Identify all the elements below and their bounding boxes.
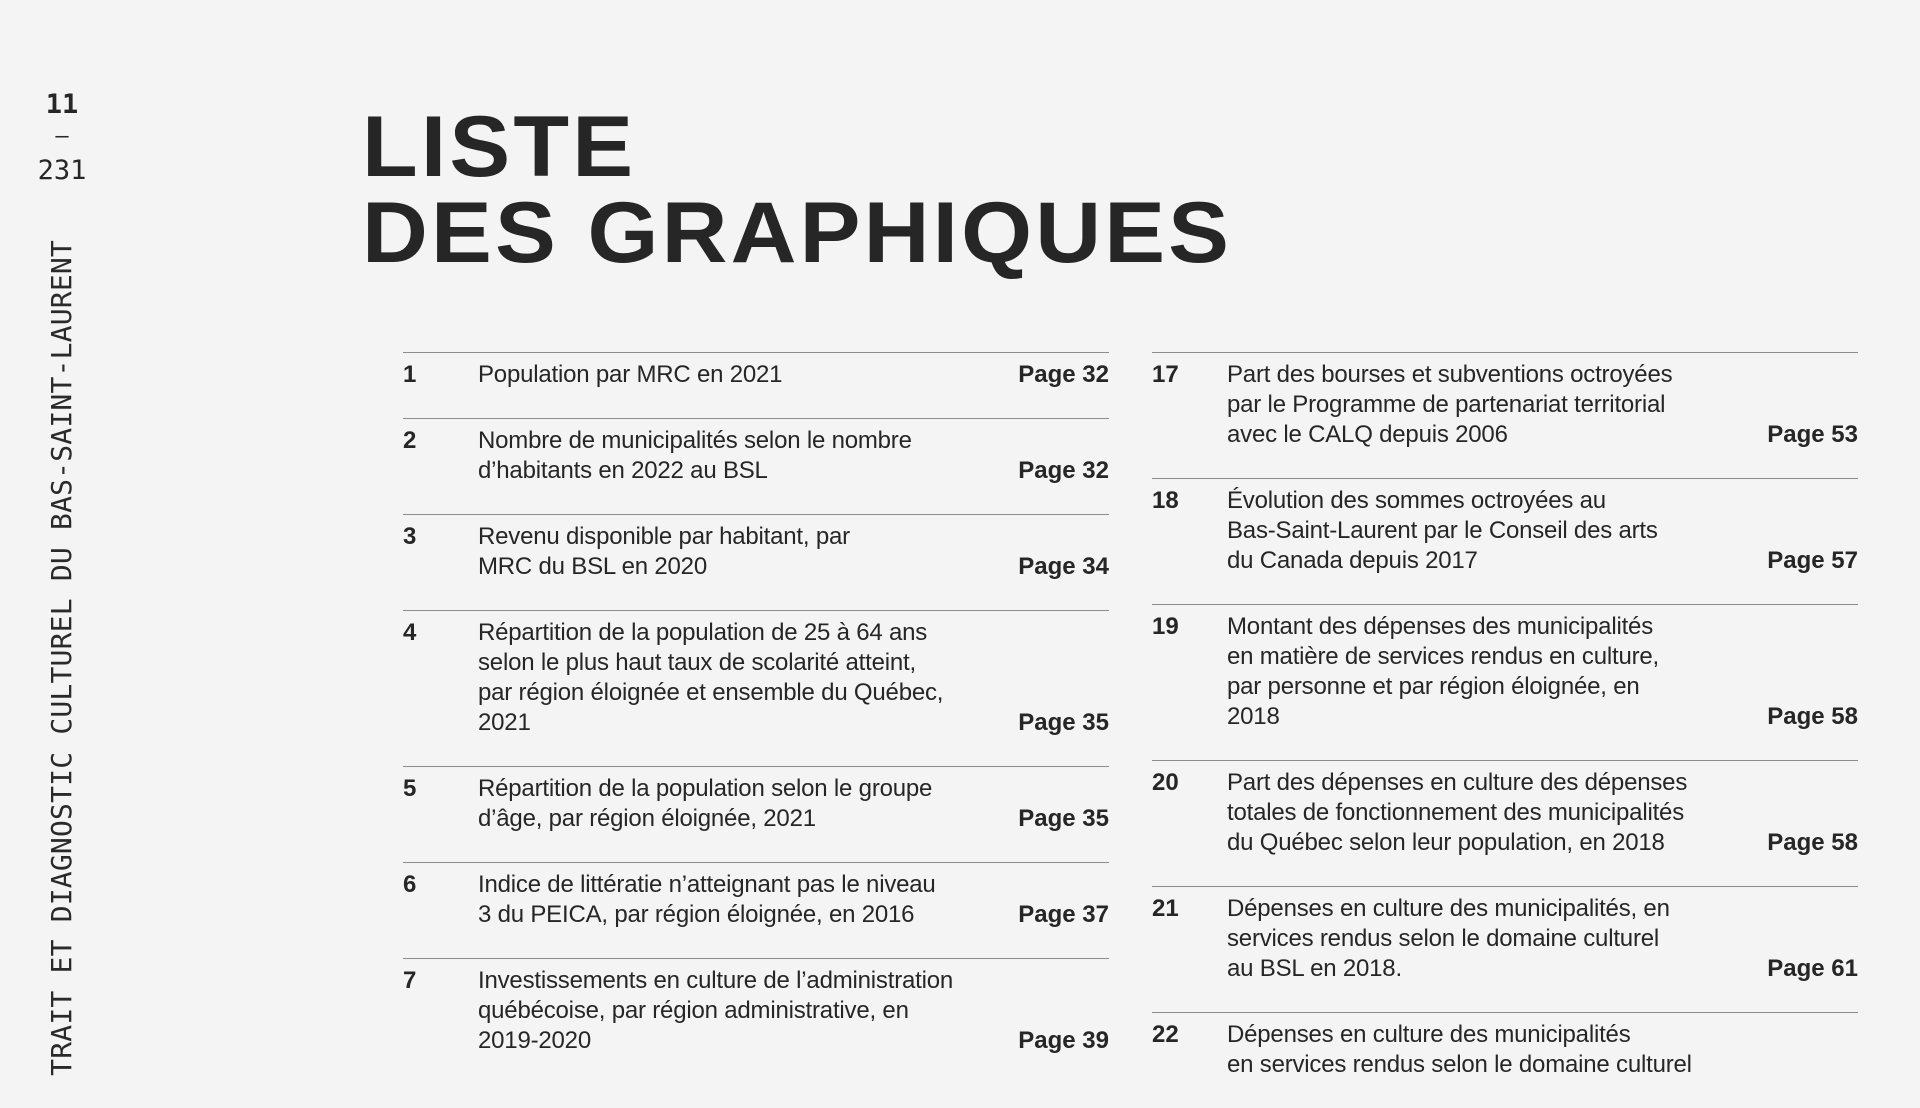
item-title bbox=[478, 522, 1008, 582]
list-item[interactable] bbox=[403, 418, 1109, 514]
item-number: 4 bbox=[403, 619, 417, 646]
list-item[interactable] bbox=[1152, 760, 1858, 886]
item-number: 3 bbox=[403, 523, 417, 550]
item-title-line: 2018 bbox=[1227, 703, 1280, 730]
item-title bbox=[478, 774, 1008, 834]
item-title bbox=[478, 360, 1008, 390]
item-page-link[interactable]: Page 57 bbox=[1767, 547, 1858, 574]
list-item[interactable] bbox=[403, 352, 1109, 418]
item-number: 19 bbox=[1152, 613, 1179, 640]
item-title-line: Dépenses en culture des municipalités, en bbox=[1227, 895, 1670, 922]
item-number: 20 bbox=[1152, 769, 1179, 796]
item-number: 5 bbox=[403, 775, 417, 802]
list-item[interactable] bbox=[403, 610, 1109, 766]
item-title-line: d’habitants en 2022 au BSL bbox=[478, 457, 768, 484]
page-title bbox=[362, 99, 1233, 281]
item-title bbox=[1227, 1020, 1848, 1080]
total-pages: 231 bbox=[37, 155, 87, 186]
item-page-link[interactable]: Page 61 bbox=[1767, 955, 1858, 982]
item-title-line: Répartition de la population de 25 à 64 ans bbox=[478, 619, 928, 646]
list-item[interactable] bbox=[403, 766, 1109, 862]
item-title-line: Indice de littératie n’atteignant pas le niveau bbox=[478, 871, 936, 898]
page-counter bbox=[22, 88, 102, 188]
item-title-line: 2021 bbox=[478, 709, 531, 736]
chart-list-left-column bbox=[403, 352, 1109, 1084]
list-item[interactable] bbox=[1152, 352, 1858, 478]
item-page-link[interactable]: Page 35 bbox=[1018, 709, 1109, 736]
item-number: 17 bbox=[1152, 361, 1179, 388]
item-title-line: Part des bourses et subventions octroyées bbox=[1227, 361, 1673, 388]
document-running-title: TRAIT ET DIAGNOSTIC CULTUREL DU BAS-SAINT-LAURENT bbox=[45, 240, 78, 1076]
item-number: 7 bbox=[403, 967, 417, 994]
item-title-line: par le Programme de partenariat territorial bbox=[1227, 391, 1666, 418]
item-title-line: en matière de services rendus en culture, bbox=[1227, 643, 1660, 670]
item-title bbox=[478, 870, 1008, 930]
list-item[interactable] bbox=[1152, 886, 1858, 1012]
item-title-line: par personne et par région éloignée, en bbox=[1227, 673, 1640, 700]
item-title-line: du Canada depuis 2017 bbox=[1227, 547, 1478, 574]
page-title-line-2: DES GRAPHIQUES bbox=[362, 185, 1233, 281]
item-page-link[interactable]: Page 35 bbox=[1018, 805, 1109, 832]
list-item[interactable] bbox=[1152, 604, 1858, 760]
item-title-line: du Québec selon leur population, en 2018 bbox=[1227, 829, 1665, 856]
item-page-link[interactable]: Page 32 bbox=[1018, 361, 1109, 388]
item-title-line: 3 du PEICA, par région éloignée, en 2016 bbox=[478, 901, 915, 928]
item-title-line: services rendus selon le domaine culturel bbox=[1227, 925, 1660, 952]
item-page-link[interactable]: Page 58 bbox=[1767, 703, 1858, 730]
item-title-line: totales de fonctionnement des municipalités bbox=[1227, 799, 1685, 826]
item-title-line: en services rendus selon le domaine culturel bbox=[1227, 1051, 1692, 1078]
item-title bbox=[1227, 360, 1757, 450]
item-page-link[interactable]: Page 39 bbox=[1018, 1027, 1109, 1054]
list-item[interactable] bbox=[403, 514, 1109, 610]
item-title-line: selon le plus haut taux de scolarité atteint, bbox=[478, 649, 916, 676]
page-separator: – bbox=[55, 124, 69, 149]
item-title-line: Revenu disponible par habitant, par bbox=[478, 523, 850, 550]
page-title-line-1: LISTE bbox=[362, 99, 637, 195]
item-title bbox=[1227, 612, 1757, 732]
item-title-line: Population par MRC en 2021 bbox=[478, 361, 783, 388]
item-page-link[interactable]: Page 58 bbox=[1767, 829, 1858, 856]
item-title bbox=[478, 426, 1008, 486]
item-title bbox=[1227, 486, 1757, 576]
item-title bbox=[1227, 768, 1757, 858]
item-number: 2 bbox=[403, 427, 417, 454]
item-page-link[interactable]: Page 37 bbox=[1018, 901, 1109, 928]
item-page-link[interactable]: Page 53 bbox=[1767, 421, 1858, 448]
item-title-line: Montant des dépenses des municipalités bbox=[1227, 613, 1653, 640]
item-title bbox=[1227, 894, 1757, 984]
item-number: 22 bbox=[1152, 1021, 1179, 1048]
item-title-line: québécoise, par région administrative, en bbox=[478, 997, 909, 1024]
item-number: 21 bbox=[1152, 895, 1179, 922]
item-title bbox=[478, 966, 1008, 1056]
item-title-line: d’âge, par région éloignée, 2021 bbox=[478, 805, 816, 832]
item-title-line: 2019-2020 bbox=[478, 1027, 591, 1054]
item-title-line: Bas-Saint-Laurent par le Conseil des arts bbox=[1227, 517, 1658, 544]
item-title-line: MRC du BSL en 2020 bbox=[478, 553, 707, 580]
item-number: 6 bbox=[403, 871, 417, 898]
item-page-link[interactable]: Page 34 bbox=[1018, 553, 1109, 580]
chart-list-right-column bbox=[1152, 352, 1858, 1108]
item-title-line: avec le CALQ depuis 2006 bbox=[1227, 421, 1508, 448]
item-title-line: Nombre de municipalités selon le nombre bbox=[478, 427, 912, 454]
list-item[interactable] bbox=[403, 862, 1109, 958]
list-item[interactable] bbox=[403, 958, 1109, 1084]
item-number: 18 bbox=[1152, 487, 1179, 514]
item-page-link[interactable]: Page 32 bbox=[1018, 457, 1109, 484]
item-number: 1 bbox=[403, 361, 417, 388]
item-title-line: par région éloignée et ensemble du Québec, bbox=[478, 679, 944, 706]
list-item[interactable] bbox=[1152, 478, 1858, 604]
item-title-line: Part des dépenses en culture des dépenses bbox=[1227, 769, 1688, 796]
item-title-line: Répartition de la population selon le groupe bbox=[478, 775, 933, 802]
item-title-line: Dépenses en culture des municipalités bbox=[1227, 1021, 1631, 1048]
item-title-line: Évolution des sommes octroyées au bbox=[1227, 487, 1606, 514]
current-page-number: 11 bbox=[45, 89, 79, 120]
item-title bbox=[478, 618, 1008, 738]
item-title-line: Investissements en culture de l’administration bbox=[478, 967, 954, 994]
item-title-line: au BSL en 2018. bbox=[1227, 955, 1402, 982]
list-item[interactable] bbox=[1152, 1012, 1858, 1108]
